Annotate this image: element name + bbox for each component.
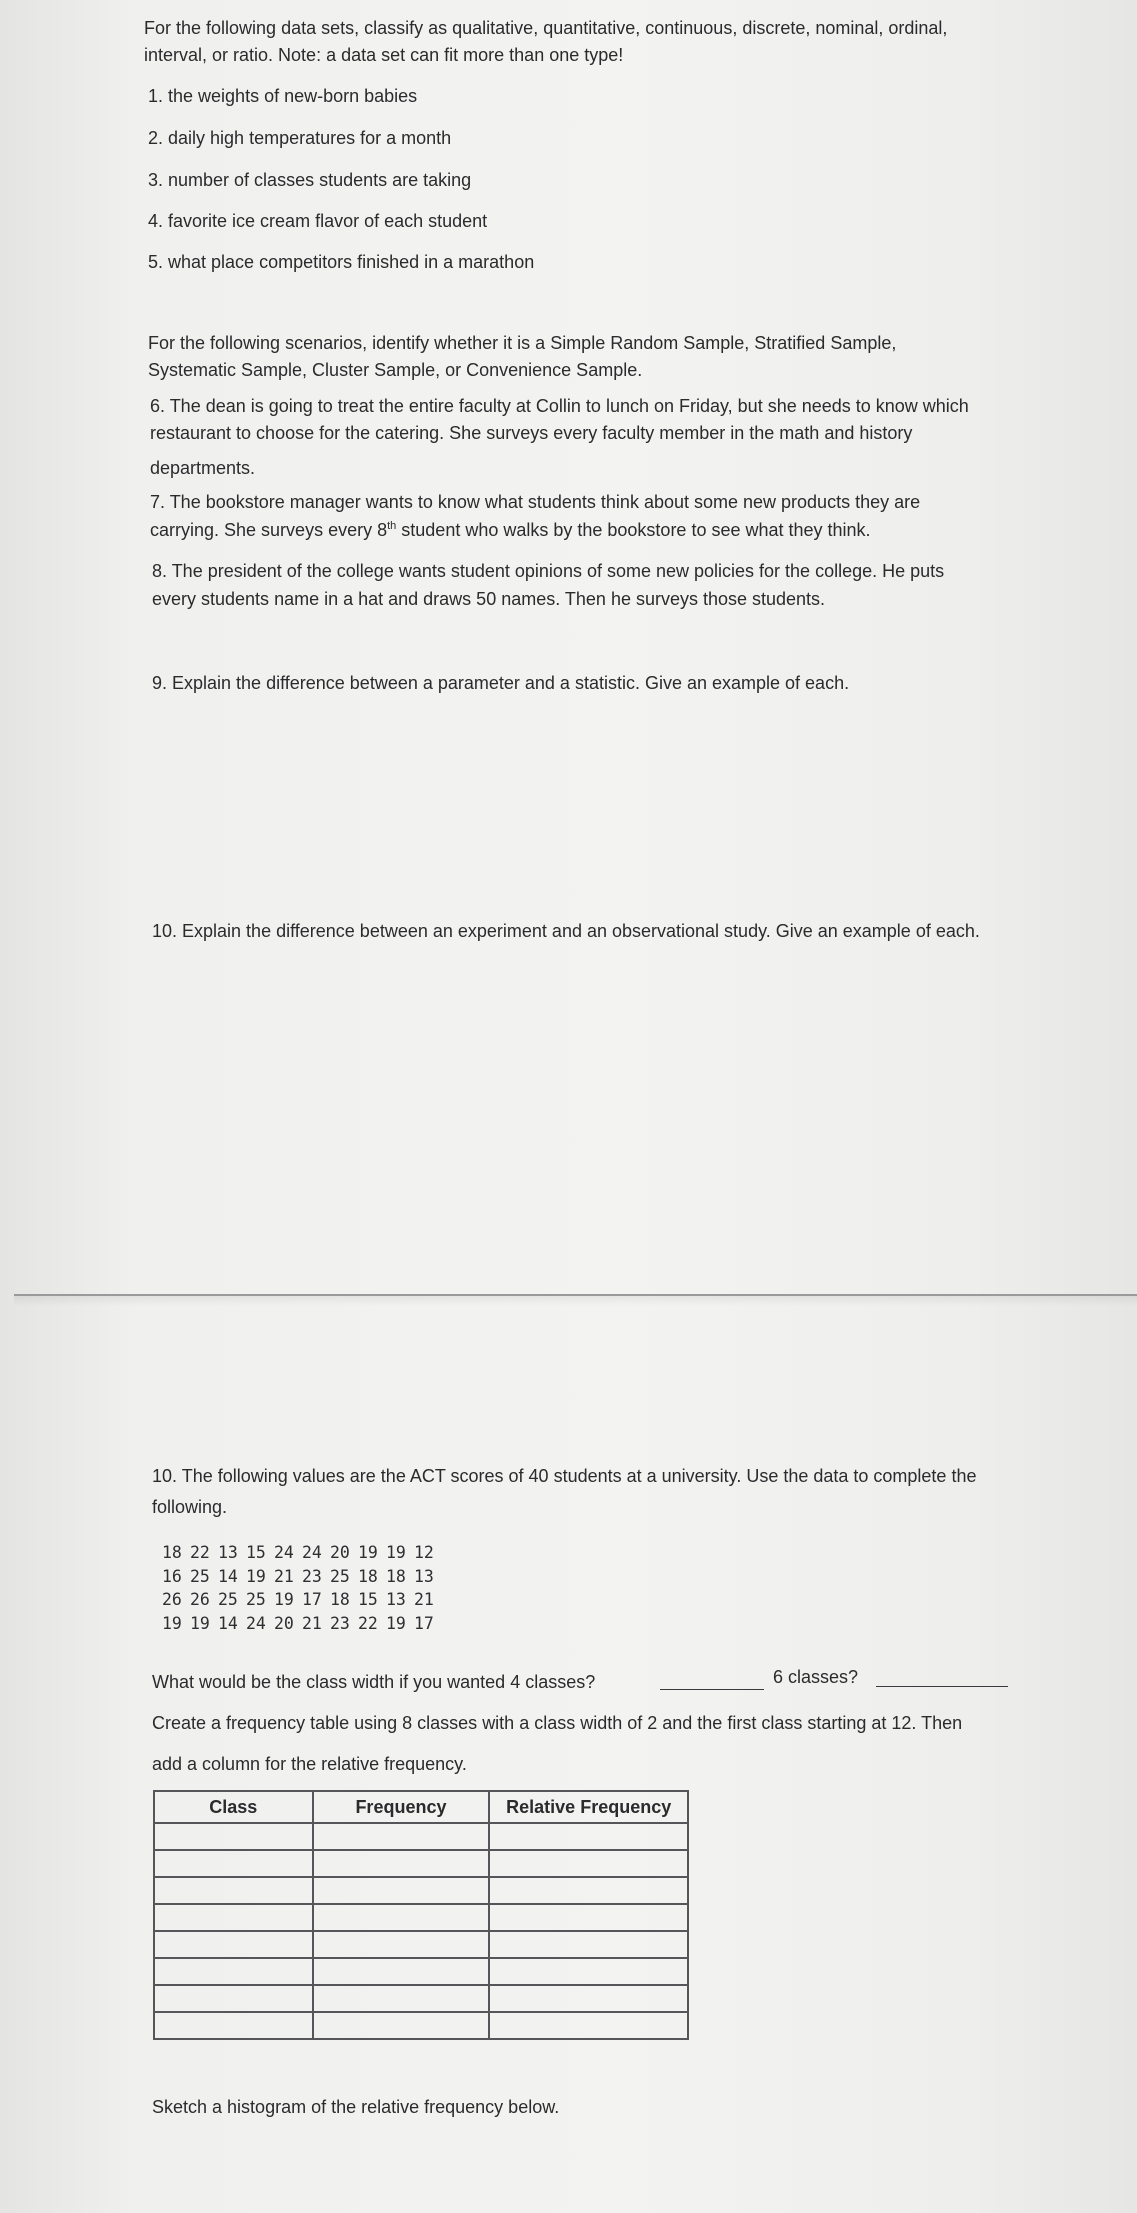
score: 25 <box>330 1566 350 1586</box>
question-3: 3. number of classes students are taking <box>148 170 472 190</box>
frequency-cell[interactable] <box>313 1931 490 1958</box>
frequency-table-header-row <box>154 1791 688 1823</box>
score: 19 <box>190 1613 210 1633</box>
class-cell[interactable] <box>154 1823 313 1850</box>
frequency-cell[interactable] <box>313 1823 490 1850</box>
score: 23 <box>302 1566 322 1586</box>
scores-row <box>162 1588 442 1612</box>
score: 23 <box>330 1613 350 1633</box>
score: 25 <box>218 1590 238 1609</box>
frequency-cell[interactable] <box>313 1958 490 1985</box>
score: 18 <box>386 1566 406 1586</box>
question-6-line2: restaurant to choose for the catering. She surveys every faculty member in the math and history <box>150 423 913 443</box>
class-cell[interactable] <box>154 1877 313 1904</box>
table-row <box>154 1931 688 1958</box>
relative-frequency-cell[interactable] <box>489 1958 688 1985</box>
score: 14 <box>218 1613 238 1633</box>
frequency-cell[interactable] <box>313 1850 490 1877</box>
relative-frequency-cell[interactable] <box>489 1985 688 2012</box>
question-8-line2: every students name in a hat and draws 50 names. Then he surveys those students. <box>152 589 826 609</box>
table-row <box>154 2012 688 2039</box>
score: 13 <box>386 1590 406 1609</box>
question-10b-line1: 10. The following values are the ACT scores of 40 students at a university. Use the data to complete the <box>152 1466 977 1486</box>
score: 24 <box>246 1613 266 1633</box>
frequency-column-header: Frequency <box>313 1791 490 1823</box>
score: 22 <box>190 1543 210 1562</box>
table-row <box>154 1985 688 2012</box>
table-row <box>154 1850 688 1877</box>
question-8-line1: 8. The president of the college wants student opinions of some new policies for the college. He puts <box>152 561 945 581</box>
score: 17 <box>414 1613 434 1633</box>
score: 25 <box>246 1590 266 1609</box>
six-classes-question: 6 classes? <box>773 1667 859 1687</box>
table-row <box>154 1823 688 1850</box>
table-row <box>154 1904 688 1931</box>
scores-row <box>162 1612 442 1636</box>
class-cell[interactable] <box>154 1850 313 1877</box>
class-width-answer-blank[interactable] <box>660 1689 764 1690</box>
relative-frequency-cell[interactable] <box>489 1931 688 1958</box>
score: 20 <box>274 1613 294 1633</box>
relative-frequency-cell[interactable] <box>489 1877 688 1904</box>
class-cell[interactable] <box>154 1985 313 2012</box>
question-2: 2. daily high temperatures for a month <box>148 128 452 148</box>
score: 21 <box>274 1566 294 1586</box>
frequency-instructions-line1: Create a frequency table using 8 classes with a class width of 2 and the first class starting at 12. Then <box>152 1713 963 1733</box>
score: 15 <box>358 1590 378 1609</box>
score: 19 <box>246 1566 266 1586</box>
score: 24 <box>302 1543 322 1562</box>
score: 20 <box>330 1543 350 1562</box>
question-9: 9. Explain the difference between a parameter and a statistic. Give an example of each. <box>152 673 850 693</box>
relative-frequency-cell[interactable] <box>489 2012 688 2039</box>
histogram-instructions: Sketch a histogram of the relative frequency below. <box>152 2097 560 2117</box>
score: 13 <box>414 1566 434 1586</box>
question-6-line3: departments. <box>150 458 256 478</box>
scores-row <box>162 1541 442 1565</box>
score: 16 <box>162 1566 182 1586</box>
score: 15 <box>246 1543 266 1562</box>
question-5: 5. what place competitors finished in a marathon <box>148 252 535 272</box>
section1-intro-line2: interval, or ratio. Note: a data set can fit more than one type! <box>144 45 624 65</box>
frequency-cell[interactable] <box>313 1985 490 2012</box>
relative-frequency-cell[interactable] <box>489 1823 688 1850</box>
scores-row <box>162 1565 442 1589</box>
score: 13 <box>218 1543 238 1562</box>
score: 26 <box>190 1590 210 1609</box>
score: 25 <box>190 1566 210 1586</box>
question-7-line2: carrying. She surveys every 8th student who walks by the bookstore to see what they think. <box>150 520 871 540</box>
class-cell[interactable] <box>154 1931 313 1958</box>
score: 18 <box>330 1590 350 1609</box>
page-divider-shadow <box>14 1296 1137 1306</box>
relative-frequency-column-header: Relative Frequency <box>489 1791 688 1823</box>
score: 18 <box>358 1566 378 1586</box>
question-6-line1: 6. The dean is going to treat the entire faculty at Collin to lunch on Friday, but she needs to know which <box>150 396 969 416</box>
relative-frequency-cell[interactable] <box>489 1850 688 1877</box>
frequency-cell[interactable] <box>313 2012 490 2039</box>
table-row <box>154 1877 688 1904</box>
class-width-question: What would be the class width if you wanted 4 classes? <box>152 1672 596 1692</box>
score: 26 <box>162 1590 182 1609</box>
score: 19 <box>162 1613 182 1633</box>
section2-intro-line2: Systematic Sample, Cluster Sample, or Convenience Sample. <box>148 360 643 380</box>
class-column-header: Class <box>154 1791 313 1823</box>
frequency-cell[interactable] <box>313 1904 490 1931</box>
act-scores-data <box>162 1541 442 1635</box>
frequency-table <box>153 1790 689 2040</box>
question-10b-line2: following. <box>152 1497 228 1517</box>
score: 21 <box>302 1613 322 1633</box>
six-classes-answer-blank[interactable] <box>876 1686 1008 1687</box>
section2-intro-line1: For the following scenarios, identify whether it is a Simple Random Sample, Stratified Sample, <box>148 333 897 353</box>
section1-intro-line1: For the following data sets, classify as qualitative, quantitative, continuous, discrete, nominal, ordinal, <box>144 18 948 38</box>
table-row <box>154 1958 688 1985</box>
class-cell[interactable] <box>154 1904 313 1931</box>
score: 24 <box>274 1543 294 1562</box>
score: 22 <box>358 1613 378 1633</box>
score: 21 <box>414 1590 434 1609</box>
score: 12 <box>414 1543 434 1562</box>
frequency-instructions-line2: add a column for the relative frequency. <box>152 1754 467 1774</box>
score: 17 <box>302 1590 322 1609</box>
score: 18 <box>162 1543 182 1562</box>
question-4: 4. favorite ice cream flavor of each student <box>148 211 488 231</box>
score: 19 <box>274 1590 294 1609</box>
score: 19 <box>358 1543 378 1562</box>
relative-frequency-cell[interactable] <box>489 1904 688 1931</box>
score: 19 <box>386 1613 406 1633</box>
score: 19 <box>386 1543 406 1562</box>
class-cell[interactable] <box>154 2012 313 2039</box>
question-1: 1. the weights of new-born babies <box>148 86 418 106</box>
frequency-cell[interactable] <box>313 1877 490 1904</box>
question-10a: 10. Explain the difference between an experiment and an observational study. Give an example of each. <box>152 921 980 941</box>
score: 14 <box>218 1566 238 1586</box>
class-cell[interactable] <box>154 1958 313 1985</box>
question-7-line1: 7. The bookstore manager wants to know what students think about some new products they are <box>150 492 921 512</box>
